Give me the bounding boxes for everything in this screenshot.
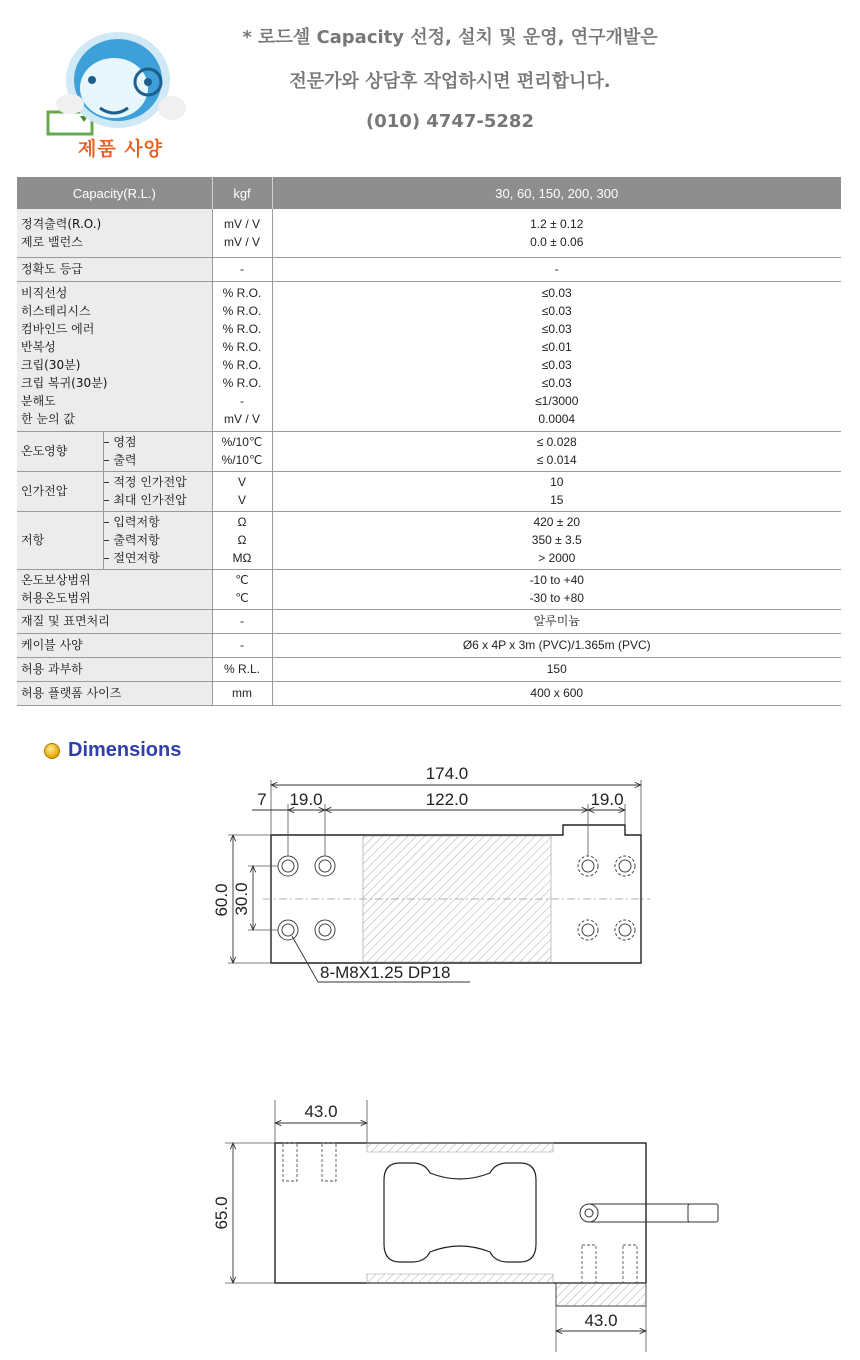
spec-value-line: 10 (550, 475, 564, 489)
spec-label-line: 허용온도범위 (21, 591, 91, 605)
badge-title: 제품 사양 (78, 138, 164, 160)
dim-hole-pitch-left: 19.0 (289, 790, 323, 809)
spec-value (272, 431, 841, 471)
spec-unit-line: mV / V (223, 216, 260, 231)
spec-value (272, 609, 841, 633)
spec-unit-line: %/10℃ (221, 453, 263, 467)
spec-value-line: ≤0.03 (541, 304, 572, 318)
contact-phone: (010) 4747-5282 (366, 111, 534, 132)
dim-thread-note: 8-M8X1.25 DP18 (320, 963, 451, 982)
spec-unit (212, 657, 272, 681)
spec-value (272, 209, 841, 257)
side-view-drawing (0, 1090, 860, 1360)
spec-label-line: 허용 플랫폼 사이즈 (21, 686, 122, 700)
spec-label-line: 온도보상범위 (21, 573, 91, 587)
notice-line-2: 전문가와 상담후 작업하시면 편리합니다. (289, 71, 611, 92)
spec-value (272, 471, 841, 511)
spec-unit (212, 681, 272, 705)
spec-group-label: 인가전압 (17, 471, 103, 511)
spec-row (17, 209, 841, 257)
spec-label (17, 657, 212, 681)
dimensions-title: Dimensions (68, 739, 182, 761)
spec-table (17, 177, 841, 706)
side-view-step-hatch (556, 1283, 646, 1306)
spec-unit-line: - (240, 262, 244, 276)
dim-bottom-offset: 43.0 (584, 1311, 618, 1330)
spec-sub-label-line: – 영점 (103, 435, 137, 449)
spec-unit-line: % R.O. (222, 304, 262, 318)
spec-value (272, 633, 841, 657)
spec-value-line: 15 (550, 493, 564, 507)
spec-unit-line: - (240, 394, 244, 408)
spec-unit-line: mV / V (223, 412, 260, 426)
spec-unit (212, 257, 272, 281)
spec-unit (212, 511, 272, 569)
spec-row (17, 681, 841, 705)
spec-unit-line: - (240, 614, 244, 628)
spec-label (17, 209, 212, 257)
spec-row (17, 609, 841, 633)
dim-hole-spacing: 30.0 (232, 882, 251, 916)
spec-value (272, 511, 841, 569)
spec-value-line: 0.0 ± 0.06 (530, 234, 584, 249)
spec-unit (212, 569, 272, 609)
spec-value-line: 420 ± 20 (533, 515, 581, 529)
spec-sub-label-line: – 절연저항 (103, 551, 160, 565)
spec-value-line: -30 to +80 (529, 591, 584, 605)
spec-label (17, 569, 212, 609)
spec-unit (212, 431, 272, 471)
spec-label-line: 크립 복귀(30분) (21, 376, 108, 390)
spec-unit-line: % R.O. (222, 358, 262, 372)
spec-value-line: 400 x 600 (530, 686, 584, 700)
spec-unit-line: - (240, 638, 244, 652)
spec-value-line: ≤0.03 (541, 286, 572, 300)
spec-label-line: 비직선성 (21, 286, 68, 300)
spec-unit (212, 609, 272, 633)
spec-label-line: 정격출력(R.O.) (21, 216, 102, 231)
spec-unit-line: Ω (237, 533, 247, 547)
spec-label-line: 분해도 (21, 394, 56, 408)
spec-value-line: 350 ± 3.5 (531, 533, 582, 547)
spec-value-line: ≤ 0.028 (536, 435, 577, 449)
spec-unit-line: ℃ (235, 591, 249, 605)
spec-sub-label-line: – 최대 인가전압 (103, 493, 187, 507)
spec-label-line: 크립(30분) (21, 358, 81, 372)
spec-label-line: 케이블 사양 (21, 638, 83, 652)
spec-label-line: 반복성 (21, 340, 56, 354)
spec-label (17, 633, 212, 657)
spec-value-line: > 2000 (538, 551, 576, 565)
spec-row (17, 657, 841, 681)
spec-label-line: 히스테리시스 (21, 304, 91, 318)
spec-value-line: ≤0.03 (541, 358, 572, 372)
spec-value-line: ≤0.03 (541, 322, 572, 336)
spec-value-line: ≤ 0.014 (536, 453, 577, 467)
cable-gland (580, 1204, 598, 1222)
dim-side-height: 65.0 (212, 1196, 231, 1230)
spec-value (272, 281, 841, 431)
spec-header-label: Capacity(R.L.) (17, 177, 212, 209)
spec-unit (212, 471, 272, 511)
spec-value-line: ≤0.03 (541, 376, 572, 390)
spec-unit-line: % R.L. (223, 662, 260, 676)
spec-label-line: 허용 과부하 (21, 662, 83, 676)
spec-value-line: - (554, 262, 559, 276)
spec-sub-label-line: – 적정 인가전압 (103, 475, 187, 489)
spec-unit-line: MΩ (232, 551, 252, 565)
spec-unit-line: V (237, 475, 246, 489)
spec-value-line: Ø6 x 4P x 3m (PVC)/1.365m (PVC) (462, 638, 651, 652)
dim-top-offset: 43.0 (304, 1102, 338, 1121)
top-view-drawing (0, 760, 860, 1020)
spec-value-line: 0.0004 (538, 412, 576, 426)
spec-value-line: -10 to +40 (529, 573, 584, 587)
dim-edge-offset: 7 (257, 790, 267, 809)
spec-unit-line: % R.O. (222, 376, 262, 390)
spec-value-line: ≤1/3000 (535, 394, 579, 408)
spec-header-value: 30, 60, 150, 200, 300 (272, 177, 841, 209)
spec-sub-label-line: – 출력 (103, 453, 137, 467)
spec-row (17, 257, 841, 281)
spec-unit-line: % R.O. (222, 340, 262, 354)
spec-value (272, 569, 841, 609)
spec-label-line: 컴바인드 에러 (21, 322, 95, 336)
dim-middle-span: 122.0 (425, 790, 469, 809)
spec-sub-label (103, 431, 212, 471)
spec-row (17, 633, 841, 657)
spec-row (17, 281, 841, 431)
spec-header-row (17, 177, 841, 209)
spec-group-label: 저항 (17, 511, 103, 569)
spec-unit-line: mV / V (223, 234, 260, 249)
spec-header-unit: kgf (212, 177, 272, 209)
dimensions-heading (44, 739, 181, 762)
dim-overall-length: 174.0 (425, 764, 469, 783)
spec-value-line: 알루미늄 (533, 614, 580, 628)
spec-label (17, 257, 212, 281)
spec-unit (212, 281, 272, 431)
spec-label (17, 281, 212, 431)
notice-line-1: * 로드셀 Capacity 선정, 설치 및 운영, 연구개발은 (242, 27, 658, 48)
spec-value (272, 257, 841, 281)
spec-label-line: 재질 및 표면처리 (21, 614, 110, 628)
spec-value-line: 1.2 ± 0.12 (530, 216, 584, 231)
spec-label-line: 정확도 등급 (21, 262, 83, 276)
spec-sub-label-line: – 입력저항 (103, 515, 160, 529)
spec-unit (212, 633, 272, 657)
spec-unit-line: % R.O. (222, 322, 262, 336)
spec-unit-line: % R.O. (222, 286, 262, 300)
spec-label (17, 609, 212, 633)
dim-hole-pitch-right: 19.0 (590, 790, 624, 809)
spec-row (17, 431, 841, 471)
spec-value-line: 150 (546, 662, 567, 676)
dim-height: 60.0 (212, 883, 231, 917)
spec-sub-label (103, 471, 212, 511)
spec-value-line: ≤0.01 (541, 340, 572, 354)
spec-value (272, 657, 841, 681)
side-view-bottom-hatch (367, 1274, 553, 1283)
spec-unit (212, 209, 272, 257)
spec-row (17, 511, 841, 569)
spec-unit-line: Ω (237, 515, 247, 529)
spec-label-line: 한 눈의 값 (21, 412, 75, 426)
spec-row (17, 471, 841, 511)
spec-sub-label (103, 511, 212, 569)
spec-unit-line: mm (232, 686, 252, 700)
spec-body (17, 209, 841, 705)
spec-unit-line: V (237, 493, 246, 507)
side-view-top-hatch (367, 1143, 553, 1152)
spec-unit-line: %/10℃ (221, 435, 263, 449)
spec-label (17, 681, 212, 705)
spec-row (17, 569, 841, 609)
spec-group-label: 온도영향 (17, 431, 103, 471)
spec-unit-line: ℃ (235, 573, 249, 587)
spec-sub-label-line: – 출력저항 (103, 533, 160, 547)
spec-value (272, 681, 841, 705)
bullet-icon (44, 743, 60, 759)
spec-label-line: 제로 밸런스 (21, 234, 83, 249)
